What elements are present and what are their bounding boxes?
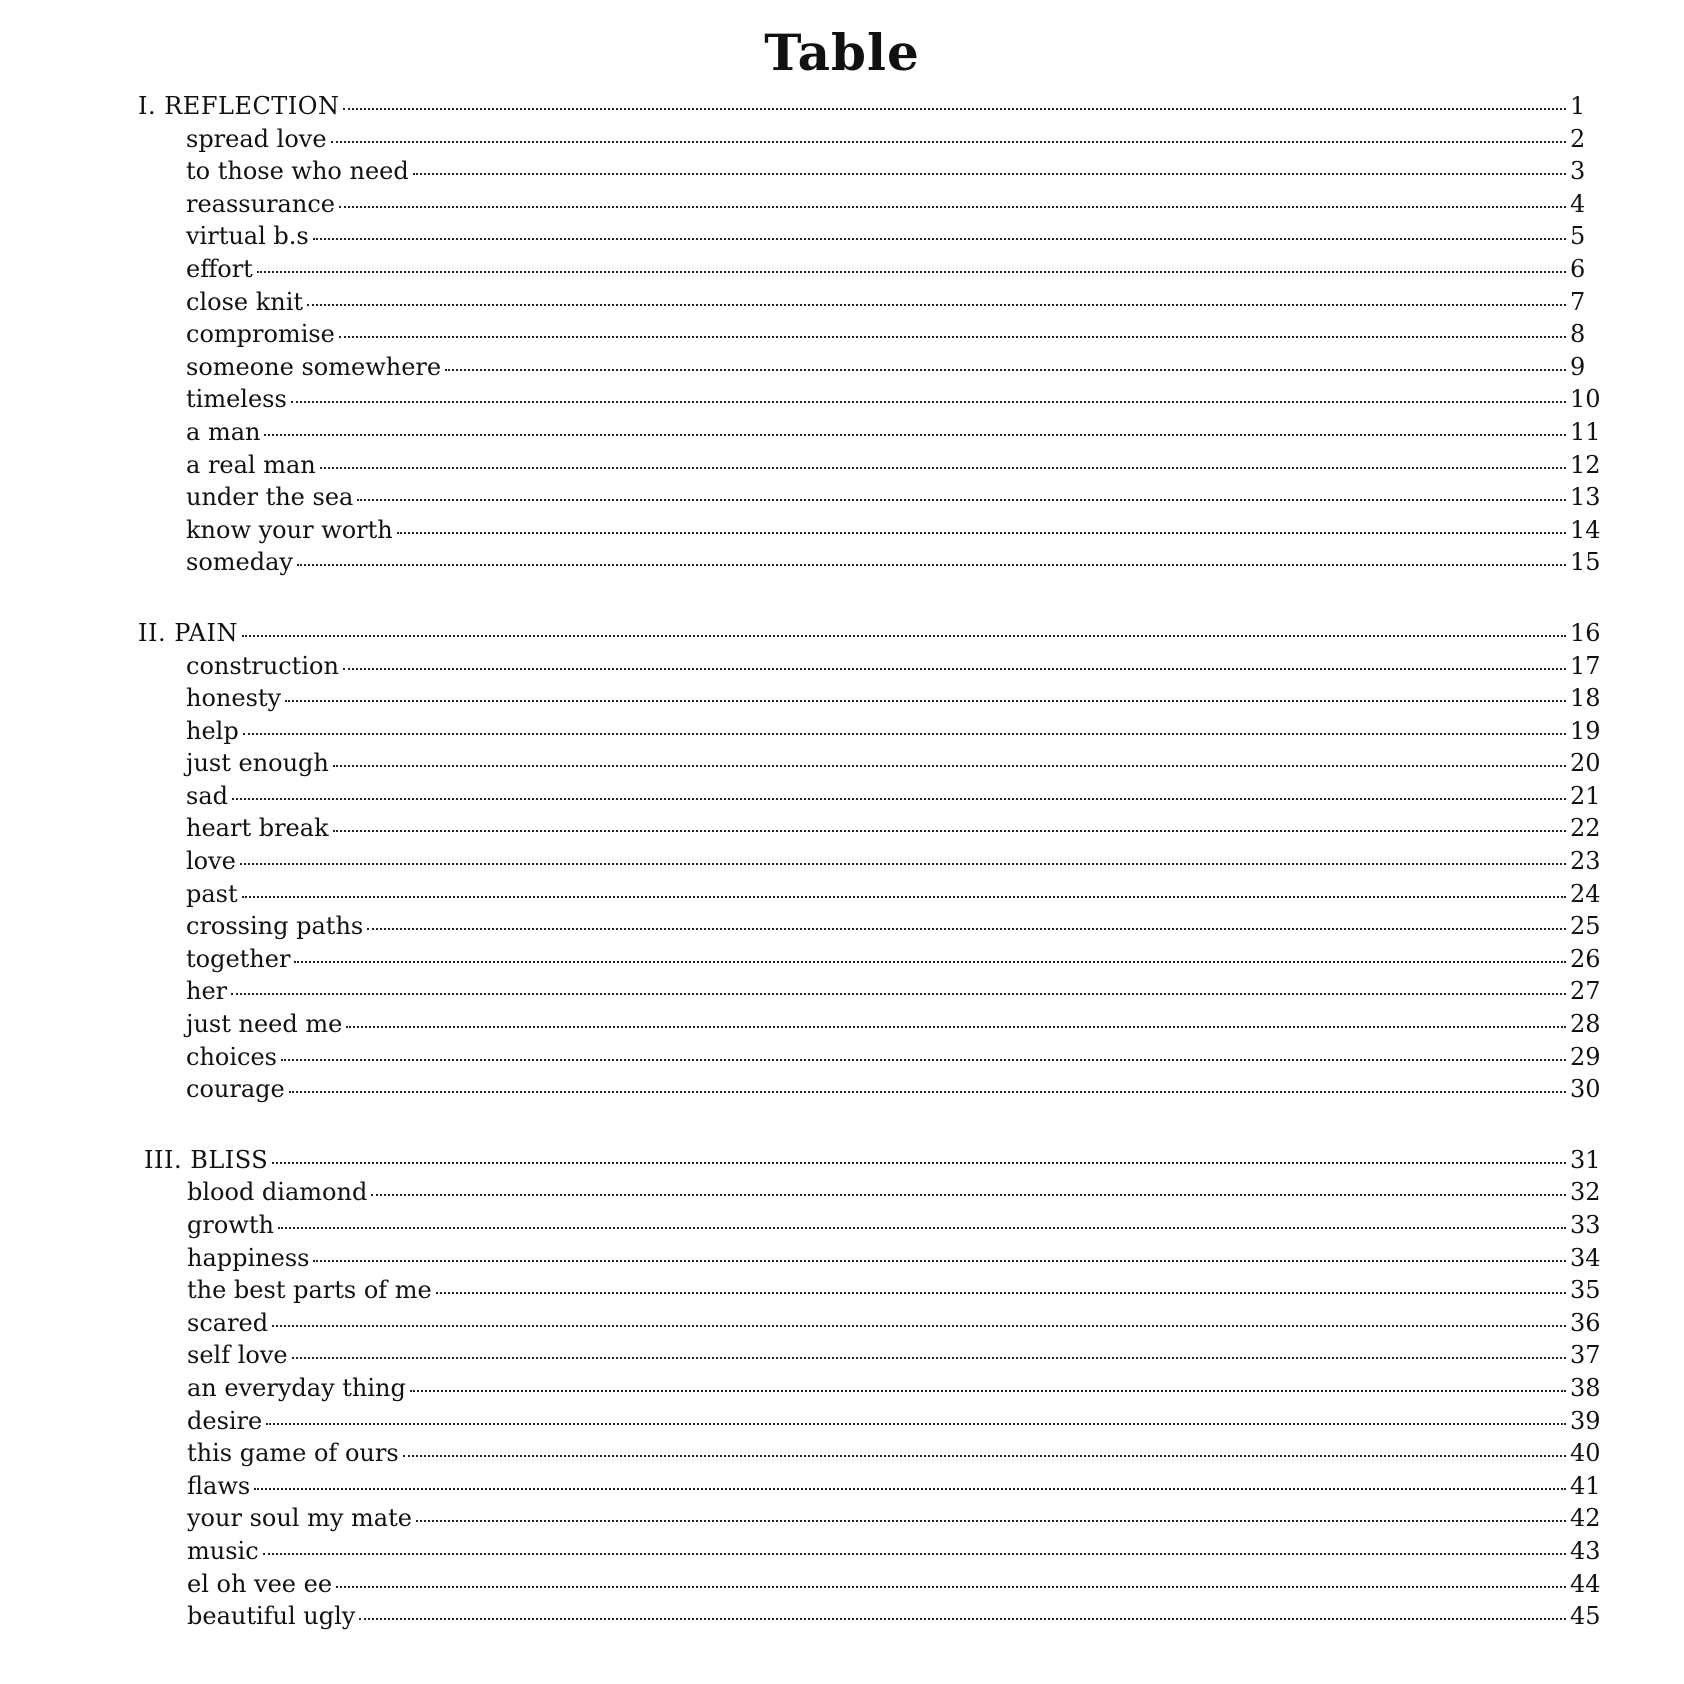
entry-label: this game of ours <box>187 1439 399 1468</box>
dot-leader <box>357 499 1566 501</box>
dot-leader <box>291 401 1566 403</box>
toc-entry <box>187 1209 1608 1242</box>
entry-label: close knit <box>186 287 304 316</box>
section-heading-label: III. BLISS <box>144 1145 269 1174</box>
toc-entry <box>187 1568 1608 1601</box>
page-number: 1 <box>1570 92 1586 120</box>
dot-leader <box>281 1059 1566 1061</box>
entry-label: just need me <box>186 1010 343 1039</box>
toc-entry <box>186 416 1608 449</box>
entry-label: help <box>186 716 239 745</box>
dot-leader <box>263 1553 1566 1555</box>
page-number: 20 <box>1570 749 1601 778</box>
page-number: 23 <box>1570 847 1601 876</box>
page-number: 30 <box>1570 1075 1601 1104</box>
toc-entry <box>186 878 1608 911</box>
toc-entry <box>186 351 1608 384</box>
page-number: 32 <box>1570 1178 1601 1207</box>
entry-label: el oh vee ee <box>187 1569 333 1598</box>
dot-leader <box>397 532 1566 534</box>
dot-leader <box>343 668 1566 670</box>
dot-leader <box>403 1455 1566 1457</box>
toc-entry <box>187 1535 1608 1568</box>
page-number: 15 <box>1570 548 1601 577</box>
page-number: 6 <box>1570 254 1586 283</box>
toc-entry <box>186 1041 1608 1074</box>
toc-entry <box>186 943 1608 976</box>
entry-label: flaws <box>187 1471 251 1500</box>
page-number: 4 <box>1570 189 1586 218</box>
dot-leader <box>242 635 1566 637</box>
toc-entry <box>186 747 1608 780</box>
entry-label: honesty <box>186 684 282 713</box>
entry-label: an everyday thing <box>187 1373 406 1402</box>
dot-leader <box>333 765 1566 767</box>
toc-entry <box>186 188 1608 221</box>
dot-leader <box>346 1026 1566 1028</box>
page-number: 37 <box>1570 1341 1601 1370</box>
dot-leader <box>413 173 1566 175</box>
page-number: 27 <box>1570 977 1601 1006</box>
toc-section <box>0 617 1684 1106</box>
toc-entry <box>187 1600 1608 1633</box>
dot-leader <box>264 434 1566 436</box>
toc-entry <box>187 1470 1608 1503</box>
page-number: 26 <box>1570 944 1601 973</box>
dot-leader <box>289 1091 1566 1093</box>
page-number: 19 <box>1570 716 1601 745</box>
page-number: 17 <box>1570 651 1601 680</box>
entry-label: compromise <box>186 320 335 349</box>
toc-entry <box>186 546 1608 579</box>
page-number: 16 <box>1570 618 1601 647</box>
toc-section-heading <box>138 617 1608 650</box>
toc-entry <box>186 845 1608 878</box>
entry-label: a man <box>186 417 261 446</box>
dot-leader <box>445 369 1566 371</box>
entry-label: someday <box>186 548 293 577</box>
dot-leader <box>339 206 1566 208</box>
toc-entry <box>186 481 1608 514</box>
entry-label: crossing paths <box>186 912 364 941</box>
page-number: 9 <box>1570 352 1586 381</box>
dot-leader <box>231 993 1566 995</box>
entry-label: choices <box>186 1042 277 1071</box>
dot-leader <box>416 1520 1566 1522</box>
toc-entry <box>186 812 1608 845</box>
dot-leader <box>339 336 1566 338</box>
entry-label: together <box>186 944 291 973</box>
entry-label: her <box>186 977 228 1006</box>
dot-leader <box>371 1194 1566 1196</box>
entry-label: sad <box>186 781 228 810</box>
entry-label: know your worth <box>186 515 393 544</box>
page-number: 31 <box>1570 1145 1601 1174</box>
toc-entry <box>186 123 1608 156</box>
section-heading-label: I. REFLECTION <box>138 92 340 120</box>
dot-leader <box>313 1260 1566 1262</box>
page-number: 38 <box>1570 1373 1601 1402</box>
page-number: 8 <box>1570 320 1586 349</box>
page-number: 13 <box>1570 483 1601 512</box>
dot-leader <box>320 467 1566 469</box>
toc-entry <box>186 910 1608 943</box>
entry-label: desire <box>187 1406 263 1435</box>
dot-leader <box>313 238 1566 240</box>
dot-leader <box>410 1390 1566 1392</box>
toc-entry <box>186 449 1608 482</box>
page-title: Table <box>764 23 920 82</box>
page-number: 3 <box>1570 157 1586 186</box>
toc-entry <box>186 318 1608 351</box>
toc-entry <box>187 1242 1608 1275</box>
page-number: 24 <box>1570 879 1601 908</box>
toc-entry <box>186 975 1608 1008</box>
toc-entry <box>186 286 1608 319</box>
toc-entry <box>186 1073 1608 1106</box>
toc-entry <box>186 650 1608 683</box>
toc-section-heading <box>138 90 1608 123</box>
entry-label: the best parts of me <box>187 1276 432 1305</box>
toc-entry <box>187 1437 1608 1470</box>
toc-entry <box>186 780 1608 813</box>
entry-label: blood diamond <box>187 1178 368 1207</box>
toc-entry <box>187 1339 1608 1372</box>
page-number: 40 <box>1570 1439 1601 1468</box>
page-number: 7 <box>1570 287 1586 316</box>
toc-entry <box>186 220 1608 253</box>
page-number: 36 <box>1570 1308 1601 1337</box>
page-number: 2 <box>1570 124 1586 153</box>
page-number: 39 <box>1570 1406 1601 1435</box>
entry-label: happiness <box>187 1243 310 1272</box>
toc-section <box>0 90 1684 579</box>
page-number: 10 <box>1570 385 1601 414</box>
page-number: 22 <box>1570 814 1601 843</box>
page-number: 11 <box>1570 417 1601 446</box>
toc-entry <box>186 383 1608 416</box>
toc-entry <box>187 1274 1608 1307</box>
toc-section <box>0 1144 1684 1633</box>
page-number: 44 <box>1570 1569 1601 1598</box>
entry-label: someone somewhere <box>186 352 442 381</box>
dot-leader <box>257 271 1566 273</box>
toc-entry <box>186 715 1608 748</box>
entry-label: under the sea <box>186 483 354 512</box>
entry-label: music <box>187 1536 259 1565</box>
dot-leader <box>242 896 1566 898</box>
entry-label: effort <box>186 254 253 283</box>
entry-label: reassurance <box>186 189 335 218</box>
entry-label: virtual b.s <box>186 222 309 251</box>
entry-label: self love <box>187 1341 288 1370</box>
dot-leader <box>254 1488 1566 1490</box>
page-number: 5 <box>1570 222 1586 251</box>
dot-leader <box>243 733 1566 735</box>
entry-label: timeless <box>186 385 287 414</box>
dot-leader <box>266 1423 1566 1425</box>
entry-label: courage <box>186 1075 285 1104</box>
page-number: 25 <box>1570 912 1601 941</box>
toc-entry <box>187 1502 1608 1535</box>
toc-entry <box>186 253 1608 286</box>
toc-entry <box>186 1008 1608 1041</box>
toc-section-heading <box>144 1144 1608 1177</box>
dot-leader <box>285 700 1566 702</box>
page-number: 33 <box>1570 1211 1601 1239</box>
dot-leader <box>292 1357 1566 1359</box>
dot-leader <box>232 798 1566 800</box>
entry-label: beautiful ugly <box>187 1602 356 1631</box>
dot-leader <box>331 141 1566 143</box>
dot-leader <box>307 304 1566 306</box>
toc-entry <box>186 155 1608 188</box>
entry-label: heart break <box>186 814 329 843</box>
page-number: 43 <box>1570 1536 1601 1565</box>
dot-leader <box>359 1618 1566 1620</box>
toc-entry <box>186 682 1608 715</box>
toc-entry <box>187 1405 1608 1438</box>
dot-leader <box>436 1292 1566 1294</box>
dot-leader <box>272 1162 1566 1164</box>
page-number: 28 <box>1570 1010 1601 1039</box>
page-number: 41 <box>1570 1471 1601 1500</box>
dot-leader <box>272 1325 1566 1327</box>
dot-leader <box>367 928 1566 930</box>
entry-label: growth <box>187 1211 274 1239</box>
page-number: 35 <box>1570 1276 1601 1305</box>
dot-leader <box>333 830 1566 832</box>
page-number: 42 <box>1570 1504 1601 1533</box>
dot-leader <box>278 1227 1566 1229</box>
entry-label: your soul my mate <box>187 1504 412 1533</box>
dot-leader <box>336 1586 1566 1588</box>
entry-label: spread love <box>186 124 327 153</box>
toc-entry <box>186 514 1608 547</box>
page-number: 34 <box>1570 1243 1601 1272</box>
section-heading-label: II. PAIN <box>138 618 238 647</box>
dot-leader <box>240 863 1566 865</box>
toc-entry <box>187 1176 1608 1209</box>
dot-leader <box>343 108 1566 110</box>
dot-leader <box>294 961 1566 963</box>
entry-label: just enough <box>186 749 329 778</box>
entry-label: a real man <box>186 450 316 479</box>
dot-leader <box>297 564 1566 566</box>
entry-label: construction <box>186 651 339 680</box>
entry-label: love <box>186 847 236 876</box>
page-number: 45 <box>1570 1602 1601 1631</box>
entry-label: to those who need <box>186 157 409 186</box>
entry-label: scared <box>187 1308 269 1337</box>
toc-entry <box>187 1307 1608 1340</box>
page-number: 21 <box>1570 781 1601 810</box>
toc-entry <box>187 1372 1608 1405</box>
entry-label: past <box>186 879 238 908</box>
page-number: 29 <box>1570 1042 1601 1071</box>
toc-list <box>0 90 1684 1671</box>
page-number: 14 <box>1570 515 1601 544</box>
page-number: 18 <box>1570 684 1601 713</box>
page-number: 12 <box>1570 450 1601 479</box>
